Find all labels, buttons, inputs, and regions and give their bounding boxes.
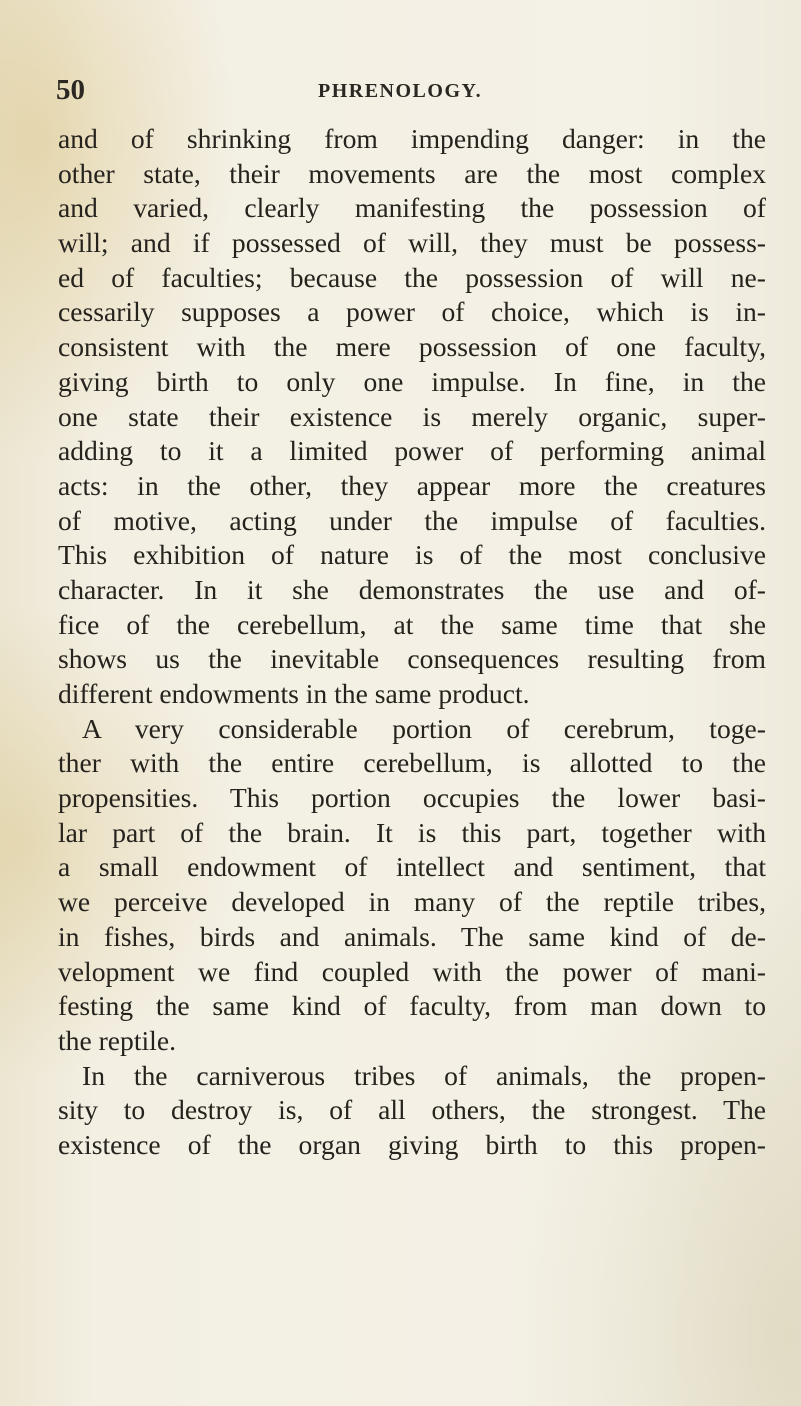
text-line: one state their existence is merely organic, super- — [58, 400, 766, 432]
text-line: velopment we find coupled with the power of mani- — [58, 955, 766, 987]
text-line: will; and if possessed of will, they must be possess- — [58, 227, 766, 259]
text-line: the reptile. — [58, 1024, 176, 1056]
text-line: adding to it a limited power of performing animal — [58, 435, 766, 467]
text-line: acts: in the other, they appear more the creatures — [58, 469, 766, 501]
running-head: PHRENOLOGY. — [318, 80, 483, 102]
text-line: a small endowment of intellect and sentiment, that — [58, 851, 766, 883]
text-line: This exhibition of nature is of the most conclusive — [58, 539, 766, 571]
text-line: ther with the entire cerebellum, is allotted to the — [58, 747, 766, 779]
text-line: of motive, acting under the impulse of faculties. — [58, 504, 766, 536]
text-line: in fishes, birds and animals. The same kind of de- — [58, 920, 766, 952]
text-line: consistent with the mere possession of one faculty, — [58, 331, 766, 363]
text-line: ed of faculties; because the possession of will ne- — [58, 261, 766, 293]
text-line: sity to destroy is, of all others, the strongest. The — [58, 1094, 766, 1126]
text-line: different endowments in the same product. — [58, 678, 530, 709]
text-line: we perceive developed in many of the reptile tribes, — [58, 886, 766, 918]
text-line: A very considerable portion of cerebrum, toge- — [82, 712, 766, 744]
text-line: character. In it she demonstrates the use and of- — [58, 573, 766, 605]
text-line: giving birth to only one impulse. In fine, in the — [58, 365, 766, 397]
text-line: cessarily supposes a power of choice, which is in- — [58, 296, 766, 328]
page-number: 50 — [56, 74, 85, 106]
text-line: In the carniverous tribes of animals, the propen- — [82, 1059, 766, 1091]
text-line: and varied, clearly manifesting the possession of — [58, 192, 766, 224]
text-line: other state, their movements are the most complex — [58, 157, 766, 189]
text-line: festing the same kind of faculty, from man down to — [58, 990, 766, 1022]
text-line: existence of the organ giving birth to this propen- — [58, 1128, 766, 1160]
text-line: lar part of the brain. It is this part, together with — [58, 816, 766, 848]
page-header — [0, 70, 801, 110]
body-text — [58, 122, 766, 1163]
text-line: fice of the cerebellum, at the same time that she — [58, 608, 766, 640]
text-line: and of shrinking from impending danger: in the — [58, 123, 766, 154]
text-line: propensities. This portion occupies the lower basi- — [58, 782, 766, 814]
text-line: shows us the inevitable consequences resulting from — [58, 643, 766, 675]
